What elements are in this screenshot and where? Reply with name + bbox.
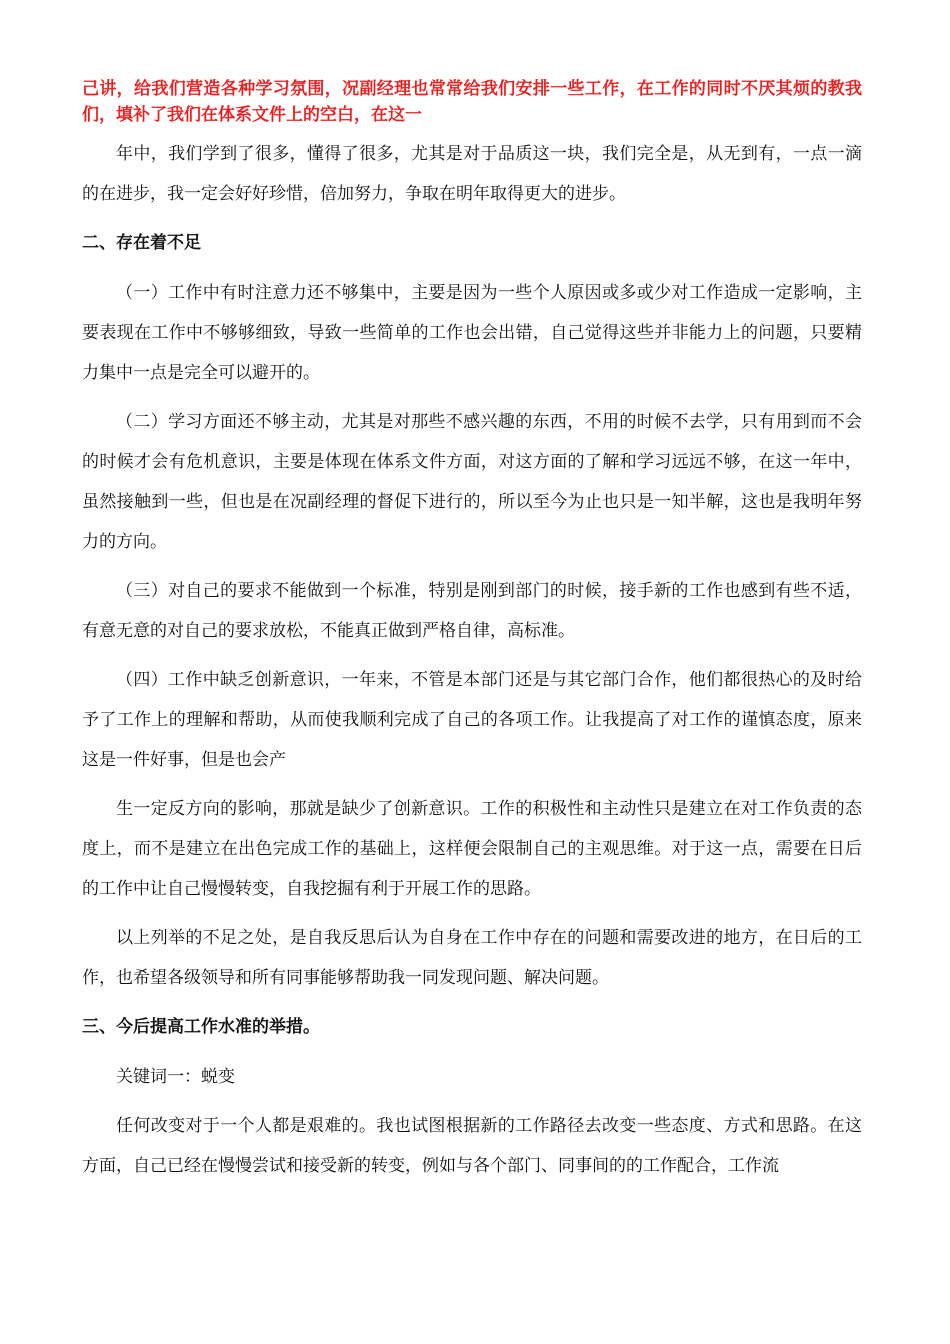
paragraph-year-progress: 年中，我们学到了很多，懂得了很多，尤其是对于品质这一块，我们完全是，从无到有，一点一滴的在进步，我一定会好好珍惜，倍加努力，争取在明年取得更大的进步。 (82, 144, 862, 204)
paragraph-summary: 以上列举的不足之处，是自我反思后认为自身在工作中存在的问题和需要改进的地方，在日后的工作，也希望各级领导和所有同事能够帮助我一同发现问题、解决问题。 (82, 928, 862, 988)
paragraph-point-3: （三）对自己的要求不能做到一个标准，特别是刚到部门的时候，接手新的工作也感到有些不适，有意无意的对自己的要求放松，不能真正做到严格自律，高标准。 (82, 581, 862, 641)
paragraph-point-4-continued: 生一定反方向的影响，那就是缺少了创新意识。工作的积极性和主动性只是建立在对工作负责的态度上，而不是建立在出色完成工作的基础上，这样便会限制自己的主观思维。对于这一点，需要在日后的工作中让自己慢慢转变，自我挖掘有利于开展工作的思路。 (82, 799, 862, 899)
paragraph-transformation: 任何改变对于一个人都是艰难的。我也试图根据新的工作路径去改变一些态度、方式和思路。在这方面，自己已经在慢慢尝试和接受新的转变，例如与各个部门、同事间的的工作配合，工作流 (82, 1116, 862, 1176)
document-page (82, 76, 862, 1195)
heading-measures: 三、今后提高工作水准的举措。 (82, 1017, 320, 1037)
intro-highlight: 己讲，给我们营造各种学习氛围，况副经理也常常给我们安排一些工作，在工作的同时不厌其烦的教我们，填补了我们在体系文件上的空白，在这一 (82, 79, 862, 125)
keyword-one: 关键词一：蜕变 (116, 1067, 235, 1087)
paragraph-point-1: （一）工作中有时注意力还不够集中，主要是因为一些个人原因或多或少对工作造成一定影响，主要表现在工作中不够够细致，导致一些简单的工作也会出错，自己觉得这些并非能力上的问题，只要精力集中一点是完全可以避开的。 (82, 283, 862, 383)
paragraph-point-4: （四）工作中缺乏创新意识，一年来，不管是本部门还是与其它部门合作，他们都很热心的及时给予了工作上的理解和帮助，从而使我顺利完成了自己的各项工作。让我提高了对工作的谨慎态度，原来这是一件好事，但是也会产 (82, 670, 862, 770)
heading-shortcomings: 二、存在着不足 (82, 233, 201, 253)
paragraph-point-2: （二）学习方面还不够主动，尤其是对那些不感兴趣的东西，不用的时候不去学，只有用到而不会的时候才会有危机意识，主要是体现在体系文件方面，对这方面的了解和学习远远不够，在这一年中，虽然接触到一些，但也是在况副经理的督促下进行的，所以至今为止也只是一知半解，这也是我明年努力的方向。 (82, 412, 862, 552)
